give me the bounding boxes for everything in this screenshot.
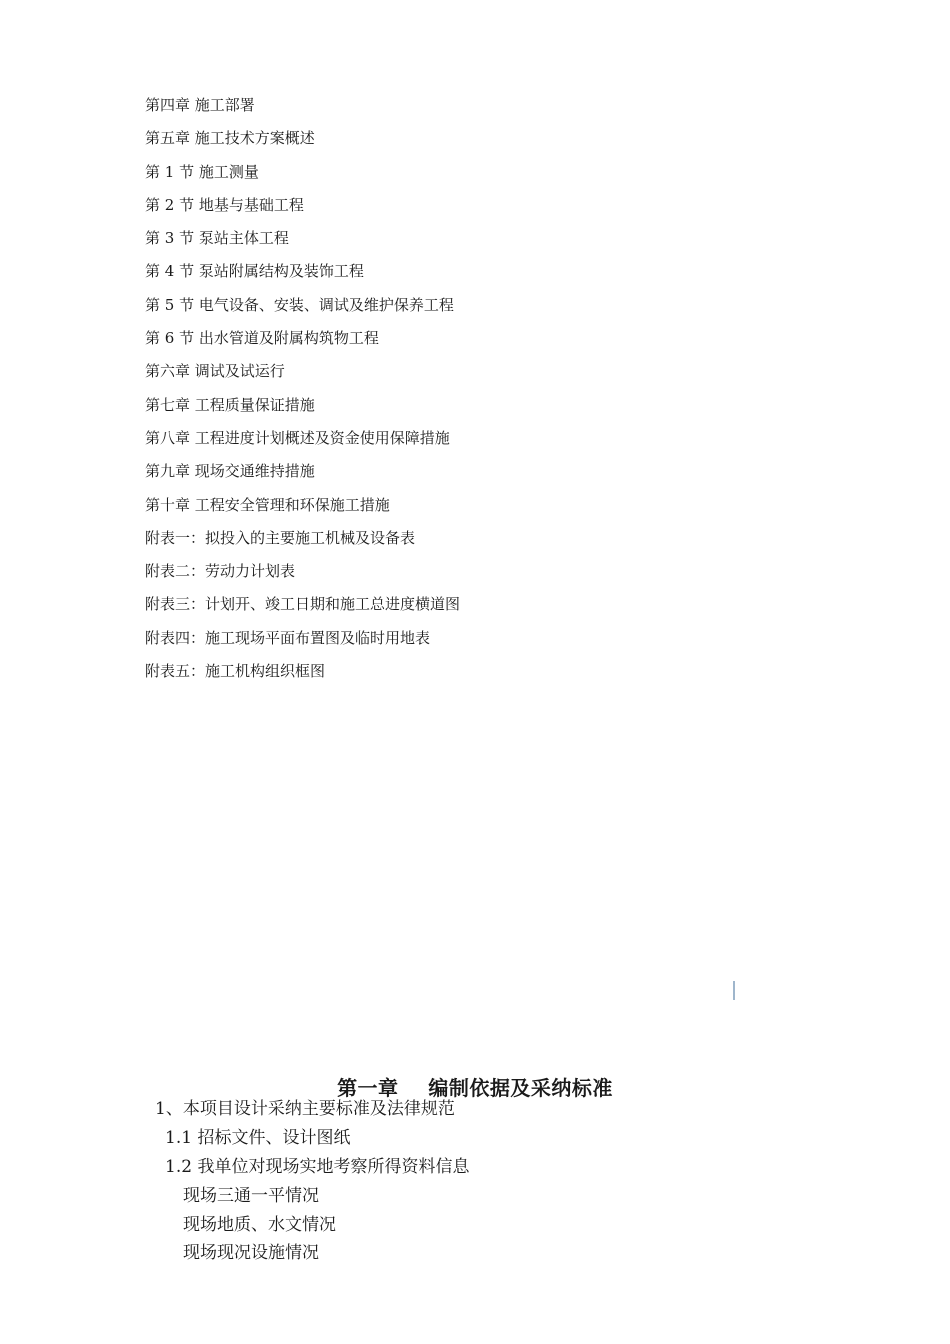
table-of-contents bbox=[145, 92, 460, 691]
toc-entry: 第 2 节 地基与基础工程 bbox=[145, 195, 304, 214]
toc-entry: 第七章 工程质量保证措施 bbox=[145, 395, 315, 414]
list-item: 现场现况设施情况 bbox=[183, 1243, 319, 1263]
toc-entry: 附表四：施工现场平面布置图及临时用地表 bbox=[145, 628, 431, 647]
text-cursor-mark bbox=[733, 981, 735, 1000]
toc-entry: 第 5 节 电气设备、安装、调试及维护保养工程 bbox=[145, 295, 454, 314]
subsection-heading: 1.2 我单位对现场实地考察所得资料信息 bbox=[165, 1157, 470, 1177]
toc-entry: 第 1 节 施工测量 bbox=[145, 162, 259, 181]
toc-entry: 附表二：劳动力计划表 bbox=[145, 562, 296, 581]
toc-entry: 第五章 施工技术方案概述 bbox=[145, 129, 315, 148]
toc-entry: 附表一：拟投入的主要施工机械及设备表 bbox=[145, 528, 416, 547]
chapter-title: 第一章 编制依据及采纳标准 bbox=[337, 1076, 613, 1100]
list-item: 现场三通一平情况 bbox=[183, 1186, 319, 1206]
toc-entry: 第 4 节 泵站附属结构及装饰工程 bbox=[145, 262, 364, 281]
toc-entry: 第六章 调试及试运行 bbox=[145, 362, 285, 381]
toc-entry: 附表五：施工机构组织框图 bbox=[145, 662, 326, 681]
toc-entry: 第八章 工程进度计划概述及资金使用保障措施 bbox=[145, 428, 450, 447]
toc-entry: 附表三：计划开、竣工日期和施工总进度横道图 bbox=[145, 595, 461, 614]
subsection-heading: 1.1 招标文件、设计图纸 bbox=[165, 1128, 351, 1148]
toc-entry: 第 3 节 泵站主体工程 bbox=[145, 229, 289, 248]
toc-entry: 第十章 工程安全管理和环保施工措施 bbox=[145, 495, 390, 514]
list-item: 现场地质、水文情况 bbox=[183, 1215, 336, 1235]
toc-entry: 第 6 节 出水管道及附属构筑物工程 bbox=[145, 329, 379, 348]
section-heading: 1、本项目设计采纳主要标准及法律规范 bbox=[155, 1099, 455, 1119]
toc-entry: 第四章 施工部署 bbox=[145, 96, 255, 114]
toc-entry: 第九章 现场交通维持措施 bbox=[145, 462, 315, 481]
